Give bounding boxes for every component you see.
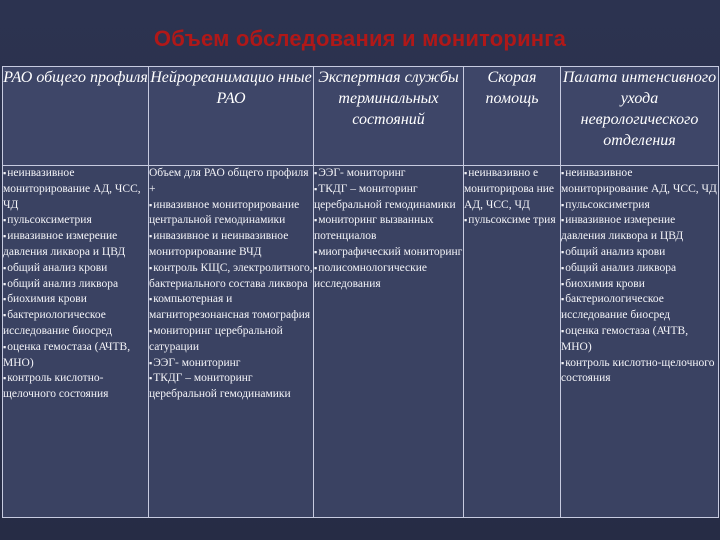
list-item-text: неинвазивно е мониторирова ние АД, ЧСС, ЧД xyxy=(464,167,555,211)
square-bullet-icon: ▪ xyxy=(3,341,7,352)
square-bullet-icon: ▪ xyxy=(314,168,318,178)
square-bullet-icon: ▪ xyxy=(561,215,565,226)
list-item xyxy=(149,229,313,261)
list-item xyxy=(3,261,148,277)
square-bullet-icon: ▪ xyxy=(3,373,7,384)
list-item-text: общий анализ крови xyxy=(7,261,108,274)
square-bullet-icon: ▪ xyxy=(149,262,153,273)
column-cell xyxy=(561,166,719,518)
list-item xyxy=(314,182,463,214)
list-item-text: пульсоксиметрия xyxy=(565,198,650,211)
column-cell xyxy=(464,166,561,518)
list-item xyxy=(561,213,718,245)
slide-title: Объем обследования и мониторинга xyxy=(153,26,567,51)
list-item-text: оценка гемостаза (АЧТВ, МНО) xyxy=(3,340,131,369)
list-item-text: инвазивное измерение давления ликвора и ЦВД xyxy=(3,230,126,258)
list-item xyxy=(3,277,148,293)
list-item xyxy=(561,356,718,388)
list-item-text: пульсоксиметрия xyxy=(7,214,92,227)
list-item-text: контроль КЩС, электролитного, бактериального состава ликвора xyxy=(149,261,313,290)
list-item xyxy=(561,292,718,324)
square-bullet-icon: ▪ xyxy=(149,325,153,336)
list-item xyxy=(464,166,560,213)
column-header: Нейрореанимацио нные РАО xyxy=(149,67,314,166)
list-item xyxy=(561,261,718,277)
list-item-text: контроль кислотно-щелочного состояния xyxy=(561,356,715,385)
list-item-text: ТКДГ – мониторинг церебральной гемодинамики xyxy=(149,372,291,401)
list-item xyxy=(149,166,313,198)
square-bullet-icon: ▪ xyxy=(314,183,318,194)
list-item-text: общий анализ ликвора xyxy=(7,277,119,290)
list-item xyxy=(561,166,718,198)
list-item-text: ЭЭГ- мониторинг xyxy=(153,356,241,369)
list-item xyxy=(149,371,313,403)
square-bullet-icon: ▪ xyxy=(314,246,318,257)
column-header: Экспертная службы терминальных состояний xyxy=(314,67,464,166)
square-bullet-icon: ▪ xyxy=(561,199,565,210)
list-item xyxy=(149,198,313,230)
column-cell xyxy=(149,166,314,518)
square-bullet-icon: ▪ xyxy=(149,294,153,305)
square-bullet-icon: ▪ xyxy=(3,231,7,242)
list-item-text: ЭЭГ- мониторинг xyxy=(318,167,406,179)
square-bullet-icon: ▪ xyxy=(561,294,565,305)
list-item-text: пульсоксиме трия xyxy=(468,214,556,227)
square-bullet-icon: ▪ xyxy=(149,199,153,210)
list-item-text: инвазивное и неинвазивное мониторирование ВЧД xyxy=(149,230,289,258)
list-item xyxy=(314,245,463,261)
list-item xyxy=(561,277,718,293)
list-item-text: неинвазивное мониторирование АД, ЧСС, ЧД xyxy=(561,167,717,195)
column-cell xyxy=(314,166,464,518)
list-item xyxy=(149,261,313,293)
list-item xyxy=(3,371,148,403)
list-item-text: ТКДГ – мониторинг церебральной гемодинамики xyxy=(314,182,456,211)
list-item-text: полисомнологические исследования xyxy=(314,261,427,290)
list-item-text: контроль кислотно-щелочного состояния xyxy=(3,372,109,401)
list-item-text: компьютерная и магниторезонансная томография xyxy=(149,293,311,322)
list-item xyxy=(561,324,718,356)
list-item xyxy=(3,229,148,261)
column-header: Палата интенсивного ухода неврологического отделения xyxy=(561,67,719,166)
list-item-text: общий анализ ликвора xyxy=(565,261,677,274)
body-row xyxy=(3,166,719,518)
list-item-text: мониторинг вызванных потенциалов xyxy=(314,214,434,243)
square-bullet-icon: ▪ xyxy=(561,262,565,273)
list-item-text: общий анализ крови xyxy=(565,245,666,258)
list-item-text: биохимия крови xyxy=(565,277,645,290)
square-bullet-icon: ▪ xyxy=(561,246,565,257)
list-item xyxy=(3,166,148,213)
list-item-text: Объем для РАО общего профиля + xyxy=(149,167,309,195)
square-bullet-icon: ▪ xyxy=(149,357,153,368)
column-cell xyxy=(3,166,149,518)
square-bullet-icon: ▪ xyxy=(3,310,7,321)
square-bullet-icon: ▪ xyxy=(314,215,318,226)
list-item-text: оценка гемостаза (АЧТВ, МНО) xyxy=(561,324,689,353)
list-item xyxy=(464,213,560,229)
list-item-text: неинвазивное мониторирование АД, ЧСС, ЧД xyxy=(3,167,141,211)
monitoring-table xyxy=(2,66,719,518)
square-bullet-icon: ▪ xyxy=(561,278,565,289)
list-item xyxy=(149,292,313,324)
list-item xyxy=(561,198,718,214)
square-bullet-icon: ▪ xyxy=(3,168,7,178)
square-bullet-icon: ▪ xyxy=(561,168,565,178)
list-item xyxy=(561,245,718,261)
list-item xyxy=(3,213,148,229)
list-item-text: инвазивное измерение давления ликвора и ЦВД xyxy=(561,214,684,243)
list-item xyxy=(314,261,463,293)
square-bullet-icon: ▪ xyxy=(3,294,7,305)
list-item-text: инвазивное мониторирование центральной гемодинамики xyxy=(149,198,300,227)
square-bullet-icon: ▪ xyxy=(314,262,318,273)
square-bullet-icon: ▪ xyxy=(464,168,468,178)
list-item xyxy=(3,308,148,340)
list-item-text: миографический мониторинг xyxy=(318,245,463,258)
square-bullet-icon: ▪ xyxy=(3,278,7,289)
list-item xyxy=(149,324,313,356)
list-item xyxy=(3,292,148,308)
column-header: РАО общего профиля xyxy=(3,67,149,166)
square-bullet-icon: ▪ xyxy=(561,325,565,336)
header-row xyxy=(3,67,719,166)
square-bullet-icon: ▪ xyxy=(3,215,7,226)
square-bullet-icon: ▪ xyxy=(149,373,153,384)
square-bullet-icon: ▪ xyxy=(3,262,7,273)
square-bullet-icon: ▪ xyxy=(149,231,153,242)
list-item xyxy=(149,356,313,372)
square-bullet-icon: ▪ xyxy=(561,357,565,368)
list-item-text: бактериологическое исследование биосред xyxy=(3,309,113,337)
square-bullet-icon: ▪ xyxy=(464,215,468,226)
list-item-text: бактериологическое исследование биосред xyxy=(561,293,671,322)
list-item xyxy=(314,213,463,245)
list-item-text: биохимия крови xyxy=(7,293,87,306)
list-item xyxy=(3,340,148,372)
list-item xyxy=(314,166,463,182)
column-header: Скорая помощь xyxy=(464,67,561,166)
list-item-text: мониторинг церебральной сатурации xyxy=(149,324,283,353)
